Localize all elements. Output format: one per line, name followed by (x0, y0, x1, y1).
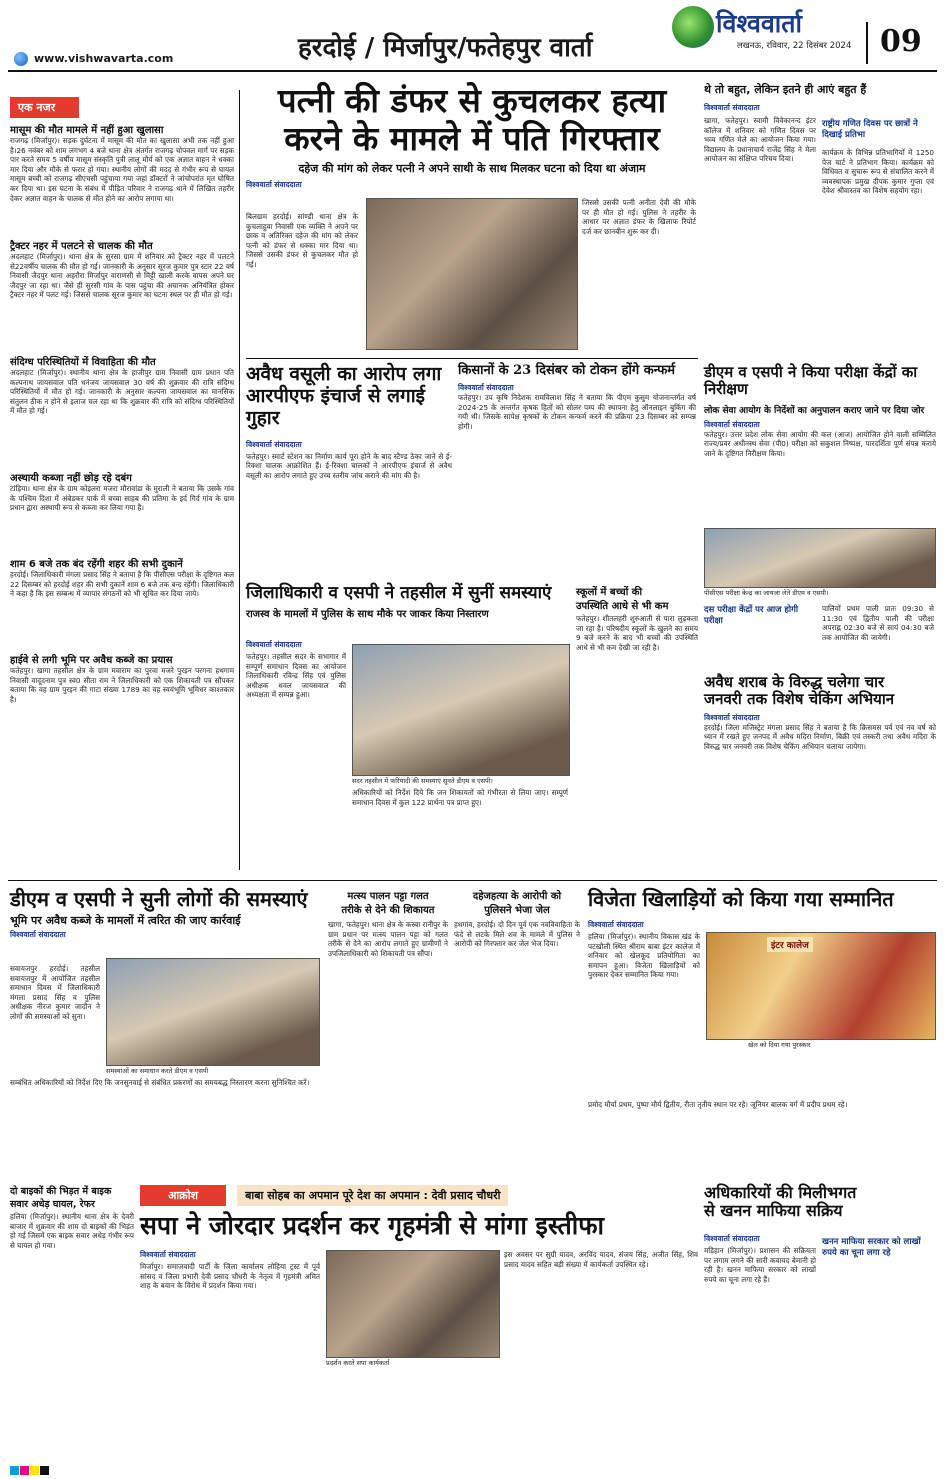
mining-body: मड़िहान (मिर्जापुर)। प्रशासन की सक्रियता पर लगाम लगने की सारी कवायद बेमानी हो रही है। खनन माफिया सरकार को लाखों रुपये का चूना लगा रहे हैं। (704, 1246, 816, 1284)
right-top-body: खागा, फतेहपुर। स्वामी विवेकानन्द इंटर कॉलेज में शनिवार को गणित दिवस पर भव्य गणित मेले का आयोजन किया गया। विद्यालय के प्रधानाचार्य राजेंद्र सिंह ने मेला आयोजन का संक्षिप्त परिचय दिया। (704, 116, 816, 164)
dm-exam-story (704, 364, 936, 600)
school-headline-line2: उपस्थिति आधे से भी कम (576, 601, 669, 612)
lead-subheadline: दहेज की मांग को लेकर पत्नी ने अपने साथी के साथ मिलकर घटना को दिया था अंजाम (298, 161, 646, 175)
lead-story (246, 82, 698, 352)
bottom-lead-byline: विश्ववार्ता संवाददाता (140, 1250, 196, 1259)
tehsil-body: फतेहपुर। तहसील सदर के सभागार में सम्पूर्ण समाधान दिवस का आयोजन जिलाधिकारी रविन्द्र सिंह एवं पुलिस अधीक्षक धवल जायसवाल की अध्यक्षता में सम्पन्न हुआ। (246, 652, 346, 700)
brief-item (10, 122, 234, 232)
tehsil-story (246, 584, 570, 874)
mining-headline-line2: से खनन माफिया सक्रिय (704, 1201, 843, 1221)
rail-byline: विश्ववार्ता संवाददाता (246, 439, 302, 449)
farmers-headline: किसानों के 23 दिसंबर को टोकन होंगे कन्फर्म (458, 363, 675, 378)
brief-item (10, 354, 234, 464)
cyan-swatch (10, 1466, 19, 1475)
dowry-headline-line2: पुलिसने भेजा जेल (484, 905, 550, 916)
brand-logo-icon (672, 6, 714, 48)
right-top-byline: विश्ववार्ता संवाददाता (704, 103, 760, 112)
bottom-lead-body-2: इस अवसर पर सुग्री यादव, अरविंद यादव, संजय सिंह, अजीत सिंह, शिव प्रसाद यादव सहित बड़ी संख्या में कार्यकर्ता उपस्थित रहे। (504, 1250, 698, 1269)
rail-story (246, 364, 452, 574)
dm-exam-side-headline: दस परीक्षा केंद्रों पर आज होगी परीक्षा (704, 605, 799, 626)
dm-exam-photo (704, 528, 936, 588)
dm-exam-photo-caption: पीसीएस परीक्षा केन्द्र का जायजा लेते डीएम व एसपी। (704, 588, 936, 597)
public-subheadline: भूमि पर अवैध कब्जे के मामलों में त्वरित की जाए कार्रवाई (10, 914, 241, 927)
public-body: सवायजपुर हरदोई। तहसील सवायजपुर में आयोजित तहसील समाधान दिवस में जिलाधिकारी मंगला प्रसाद सिंह व पुलिस अधीक्षक नीरज कुमार जादौन ने लोगों की समस्याओं को सुना। (10, 964, 100, 1021)
fish-headline-line1: मत्स्य पालन पट्टा गलत (347, 891, 429, 902)
tehsil-headline: जिलाधिकारी व एसपी ने तहसील में सुनीं समस्याएं (246, 583, 552, 603)
brief-body: राजगढ़ (मिर्जापुर)। सड़क दुर्घटना में मासूम की मौत का खुलासा अभी तक नहीं हुआ है।26 नवंबर को शाम लगभग 4 बजे थाना क्षेत्र अंतर्गत राजगढ़ चोपवल मार्ग पर सड़क पार करते समय 5 वर्षीय मासूम संस्कृति पुत्री लालू मौर्य को एक अज्ञात वाहन ने धक्का मार दिया और मौके से फरार हो गया। स्थानीय लोगों की मदद से गंभीर रूप से घायल मासूम बच्ची को राजगढ़ सीएचसी पहुंचाया गया जहां डॉक्टरों ने जांचोपरांत मृत घोषित कर दिया था। इस घटना के संबंध में पीड़ित परिवार ने राजगढ़ थाने में लिखित तहरीर देकर अज्ञात वाहन के चालक से मौत होने का आरोप लगाया था। (10, 136, 234, 203)
magenta-swatch (20, 1466, 29, 1475)
brief-headline: शाम 6 बजे तक बंद रहेंगी शहर की सभी दुकानें (10, 559, 183, 570)
mining-side-note: खनन माफिया सरकार को लाखों रुपये का चूना लगा रहे (822, 1237, 921, 1258)
bottom-lead-headline: सपा ने जोरदार प्रदर्शन कर गृहमंत्री से मांगा इस्तीफा (140, 1211, 605, 1240)
dm-exam-headline: डीएम व एसपी ने किया परीक्षा केंद्रों का निरीक्षण (704, 363, 918, 399)
mining-story (704, 1184, 936, 1454)
liquor-body: हरदोई। जिला मजिस्ट्रेट मंगला प्रसाद सिंह ने बताया है कि क्रिसमस पर्व एवं नव वर्ष को ध्यान में रखते हुए जनपद में अवैध मदिरा निर्माण, बिक्री एवं तस्करी तथा अवैध मदिरा के विरुद्ध चार जनवरी तक विशेष चेकिंग अभियान चलाया जायेगा। (704, 722, 936, 751)
tehsil-byline: विश्ववार्ता संवाददाता (246, 640, 302, 649)
school-story (576, 584, 698, 874)
winners-story (588, 888, 936, 1178)
bike-body: हलिया (मिर्जापुर)। स्थानीय थाना क्षेत्र के देवरी बाजार में शुक्रवार की शाम दो बाइकों की भिड़ंत हो गई जिसमें एक बाइक सवार अधेड़ गंभीर रूप से घायल हो गया। (10, 1212, 134, 1250)
brief-item (10, 652, 234, 776)
brief-body: हरदोई। जिलाधिकारी मंगला प्रसाद सिंह ने बताया है कि पीसीएस परीक्षा के दृष्टिगत कल 22 दिसम्बर को हरदोई शहर की सभी दुकानें शाम 6 बजे तक बन्द रहेंगी। जिलाधिकारी ने कहा है कि इस सम्बन्ध में व्यापार संगठनों को भी सूचित कर दिया जाये। (10, 570, 234, 599)
public-headline: डीएम व एसपी ने सुनी लोगों की समस्याएं (10, 887, 308, 911)
dowry-headline-line1: दहेजहत्या के आरोपी को (472, 891, 562, 902)
globe-icon (14, 52, 28, 66)
fish-body: खागा, फतेहपुर। थाना क्षेत्र के कस्बा रानीपुर के ग्राम प्रधान पर मत्स्य पालन पट्टा को गलत तरीके से देने का आरोप लगाते हुए ग्रामीणों ने उपजिलाधिकारी को शिकायती पत्र सौंपा। (328, 920, 448, 958)
tehsil-photo (352, 644, 570, 776)
lead-body-col1: बिलग्राम हरदोई। सांण्डी थाना क्षेत्र के कुचलाहुवा निवासी एक व्यक्ति ने अपने पर छाक व अतिरिक्त दहेज की मांग को लेकर पत्नी को डंफर से धक्का मार दिया था। जिससे उसकी डंफर से कुचलकर मौत हो गई। (246, 212, 358, 269)
bottom-lead-photo-caption: प्रदर्शन करते सपा कार्यकर्ता (326, 1359, 390, 1367)
bike-headline-line2: सवार अधेड़ घायल, रेफर (10, 1199, 95, 1210)
tehsil-body-2: अधिकारियों को निर्देश दिये कि जन शिकायतों को गंभीरता से लिया जाए। सम्पूर्ण समाधान दिवस में कुल 122 प्रार्थना पत्र प्राप्त हुए। (352, 788, 568, 807)
rail-body: फतेहपुर। स्मार्ट स्टेशन का निर्माण कार्य पूरा होने के बाद स्टैण्ड ठेका जाने से ई-रिक्शा चालक आक्रोशित हैं। ई-रिक्शा चालकों ने आरपीएफ इंचार्ज से अवैध वसूली का आरोप लगाते हुए उच्च स्तरीय जांच कराने की मांग की है। (246, 451, 452, 480)
liquor-headline-line1: अवैध शराब के विरुद्ध चलेगा चार (704, 673, 885, 691)
ek-nazar-tag: एक नजर (10, 97, 79, 118)
liquor-byline: विश्ववार्ता संवाददाता (704, 712, 760, 722)
header-rule (8, 70, 937, 72)
lead-headline-line1: पत्नी की डंफर से कुचलकर हत्या (277, 81, 667, 120)
bottom-lead-kicker: बाबा सोहब का अपमान पूरे देश का अपमान : देवी प्रसाद चौधरी (237, 1185, 508, 1206)
left-column-divider (239, 90, 240, 870)
page-number: 09 (880, 24, 922, 59)
bike-headline-line1: दो बाइकों की भिड़त में बाइक (10, 1186, 112, 1197)
brief-item (10, 556, 234, 646)
mining-headline-line1: अधिकारियों की मिलीभगत (704, 1183, 857, 1202)
brief-headline: ट्रैक्टर नहर में पलटने से चालक की मौत (10, 241, 153, 252)
lead-photo (366, 198, 578, 350)
dm-exam-byline: विश्ववार्ता संवाददाता (704, 419, 760, 429)
header (0, 0, 945, 72)
brief-item (10, 238, 234, 348)
yellow-swatch (30, 1466, 39, 1475)
winners-headline: विजेता खिलाड़ियों को किया गया सम्मानित (588, 887, 894, 911)
brief-body: टांड़िया। थाना क्षेत्र के ग्राम कोइलरा मजरा मौरावांडा के मुराली ने बताया कि उसके गांव के पश्चिम दिशा में अंबेडकर पार्क में बच्चा साहब की प्रतिमा के इर्द गिर्द गांव के ग्राम प्रधान द्वारा अस्थायी रूप से कब्जा कर लिया गया है। (10, 484, 234, 513)
liquor-story (704, 674, 936, 874)
rail-headline-line1: अवैध वसूली का आरोप लगा (246, 363, 442, 385)
public-photo (106, 958, 320, 1066)
registration-marks (10, 1460, 935, 1470)
rail-headline-line2: आरपीएफ इंचार्ज से लगाई गुहार (246, 384, 425, 429)
website-link[interactable]: www.vishwavarta.com (34, 52, 174, 65)
liquor-headline-line2: जनवरी तक विशेष चेकिंग अभियान (704, 690, 895, 709)
brief-body: अदलहाट (मिर्जापुर)। थाना क्षेत्र के सुरसा ग्राम में शनिवार को ट्रैक्टर नहर में पलटने से22वर्षीय चालक की मौत हो गई। जानकारी के अनुसार सूरज कुमार पुत्र स्टार 22 वर्ष निवासी जैदपुर थाना अहरौरा मिर्जापुर वाराणसी से मिट्टी खाली करके वापस अपने घर जैदपुर जा रहा था। जैसे ही सुरसी गांव के पास पहुंचा की अचानक अनियंत्रित होकर ट्रैक्टर नहर में पलट गई। जिससे चालक सूरज कुमार का घटना स्थल पर ही मौत हो गई। (10, 252, 234, 300)
brief-headline: अस्थायी कब्जा नहीं छोड़ रहे दबंग (10, 473, 132, 484)
farmers-byline: विश्ववार्ता संवाददाता (458, 382, 514, 392)
dm-exam-side (704, 604, 936, 670)
ek-nazar-column (10, 96, 234, 868)
brief-item (10, 470, 234, 550)
bottom-lead-story (140, 1184, 700, 1454)
right-top-side-body: कार्यक्रम के विभिन्न प्रतिभागियों में 1250 पेज चार्ट ने प्रतिभाग किया। कार्यक्रम को विधिवत व सुचारू रूप से संचालित करने में व्यवस्थापक प्रमुख दीपक कुमार गुप्ता एवं देवेश श्रीवास्तव का विशेष सहयोग रहा। (822, 148, 934, 196)
lead-byline: विश्ववार्ता संवाददाता (246, 179, 302, 189)
public-body-2: सम्बंधित अधिकारियों को निर्देश दिए कि जनसुनवाई से संबंधित प्रकरणों का समयबद्ध निस्तारण करना सुनिश्चित करें। (10, 1078, 310, 1087)
black-swatch (40, 1466, 49, 1475)
brand-name: विश्ववार्ता (716, 9, 803, 38)
section-title: हरदोई / मिर्जापुर/फतेहपुर वार्ता (298, 33, 593, 63)
school-body: फतेहपुर। शीतलहरी शुरुआती से पारा लुढ़कता जा रहा है। परिषदीय स्कूलों के खुलने का समय 9 बजे करने के बाद भी बच्चों की उपस्थिति आधे से भी कम देखी जा रही है। (576, 614, 698, 652)
lead-divider (246, 358, 698, 359)
dm-exam-side-body: पालियों प्रथम पाली प्रातः 09:30 से 11:30 एवं द्वितीय पाली की परीक्षा अपराह्न 02:30 बजे से सायं 04:30 बजे तक आयोजित की जायेगी। (822, 604, 934, 642)
right-top-story (704, 82, 936, 352)
public-byline: विश्ववार्ता संवाददाता (10, 930, 66, 939)
dm-exam-body: फतेहपुर। उत्तर प्रदेश लोक सेवा आयोग की कल (आज) आयोजित होने वाली सम्मिलित राज्य/प्रवर अधीनस्थ सेवा (पी0) परीक्षा को सकुशल निष्पक्ष, पारदर्शिता पूर्ण संपन्न कराये जाने के दृष्टिगत निरीक्षण किया। (704, 429, 936, 458)
winners-body: हलिया (मिर्जापुर)। स्थानीय विकास खंड के पटखौली स्थित श्रीराम बाबा इंटर कालेज में शनिवार को खेलकूद प्रतियोगिता का समापन हुआ। विजेता खिलाड़ियों को पुरस्कार देकर सम्मानित किया गया। (588, 932, 700, 980)
header-divider (866, 22, 868, 64)
fish-headline-line2: तरीके से देने की शिकायत (341, 905, 435, 916)
mid-rule (8, 880, 937, 881)
dm-exam-subheadline: लोक सेवा आयोग के निर्देशों का अनुपालन कराए जाने पर दिया जोर (704, 405, 925, 416)
dateline: लखनऊ, रविवार, 22 दिसंबर 2024 (737, 41, 852, 51)
lead-headline-line2: करने के मामले में पति गिरफ्तार (284, 118, 660, 158)
winners-banner-text: इंटर कालेज (767, 937, 813, 952)
right-top-side-headline: राष्ट्रीय गणित दिवस पर छात्रों ने दिखाई प्रतिभा (822, 119, 918, 140)
brief-headline: हाईवे से लगी भूमि पर अवैध कब्जे का प्रयास (10, 655, 173, 666)
public-story (10, 888, 320, 1178)
dowry-body: हथगांव, हरदोई। दो दिन पूर्व एक नवविवाहिता के फंदे से लटके मिले शव के मामले में पुलिस ने आरोपी को गिरफ्तार कर जेल भेज दिया। (454, 920, 580, 949)
brief-headline: मासूम की मौत मामले में नहीं हुआ खुलासा (10, 125, 164, 136)
bottom-lead-body: मिर्जापुर। समाजवादी पार्टी के जिला कार्यालय लोहिया ट्रस्ट में पूर्व सांसद व जिला प्रभारी देवी प्रसाद चौधरी के नेतृत्व में गृहमंत्री अमित शाह के बयान के विरोध में प्रदर्शन किया गया। (140, 1262, 320, 1291)
brief-body: अदलहाट (मिर्जापुर)। स्थानीय थाना क्षेत्र के हाजीपुर ग्राम निवासी ग्राम प्रधान पति कल्पनाथ जायसवाल पति धनंजय जायसवाल 30 वर्ष की शुक्रवार की रात्रि संदिग्ध परिस्थितियों में मौत हो गई। जानकारी के अनुसार कल्पना जायसवाल का मानसिक संतुलन ठीक न होने से इलाज चल रहा था कि शुक्रवार की रात्रि को संदिग्ध परिस्थितियों में मौत हो गई। (10, 368, 234, 416)
bottom-lead-photo (326, 1250, 500, 1358)
farmers-story (458, 364, 696, 574)
public-photo-caption: समस्याओं का समाधान करते डीएम व एसपी (106, 1067, 209, 1075)
fish-story (328, 888, 448, 1178)
dowry-story (454, 888, 580, 1178)
tehsil-subheadline: राजस्व के मामलों में पुलिस के साथ मौके पर जाकर किया निस्तारण (246, 608, 489, 620)
brief-headline: संदिग्ध परिस्थितियों में विवाहिता की मौत (10, 357, 156, 368)
lead-body-col3: जिससे उसकी पत्नी अनीता देवी की मौके पर ही मौत हो गई। पुलिस ने तहरीर के आधार पर अज्ञात डंफर के खिलाफ रिपोर्ट दर्ज कर छानबीन शुरू कर दी। (582, 198, 696, 236)
bike-story (10, 1184, 134, 1454)
winners-photo-caption: खेल को दिया गया पुरस्कार (748, 1041, 811, 1049)
mining-byline: विश्ववार्ता संवाददाता (704, 1234, 760, 1243)
farmers-body: फतेहपुर। उप कृषि निदेशक रामविलाश सिंह ने बताया कि पीएम कुसुम योजनान्तर्गत वर्ष 2024-25 के अन्तर्गत कृषक हितों को सोलर पम्प की स्थापना हेतु ऑनलाइन बुकिंग की गयी थी। जिसके सापेक्ष कृषकों के टोकन कन्फर्म करने की प्रक्रिया 23 दिसम्बर को सम्पन्न होगी। (458, 392, 696, 431)
right-top-headline: थे तो बहुत, लेकिन इतने ही आएं बहुत हैं (704, 83, 867, 96)
bottom-lead-tag: आक्रोश (140, 1185, 226, 1206)
brief-body: फतेहपुर। खागा तहसील क्षेत्र के ग्राम मवाराम का पुरवा मजरे पुरइन परगना हथगाम निवासी वादूदनाम पुत्र स्व0 सीता राम ने जिलाधिकारी को एक शिकायती पत्र सौंपकर बताया कि वह ग्राम पुरइन की गाटा संख्या 1789 का वह स्वयंभूमि भूमिधर काश्तकार है। (10, 666, 234, 704)
winners-byline: विश्ववार्ता संवाददाता (588, 920, 644, 929)
winners-body-2: प्रमोद मौर्या प्रथम, पुष्पा मौर्य द्वितीय, रीता तृतीय स्थान पर रहे। जूनियर बालक वर्ग में प्रदीप प्रथम रहे। (588, 1100, 848, 1109)
tehsil-photo-caption: सदर तहसील में फरियादी की समस्याएं सुनते डीएम व एसपी। (352, 777, 493, 785)
school-headline-line1: स्कूलों में बच्चों की (576, 587, 643, 598)
winners-photo (706, 932, 936, 1040)
